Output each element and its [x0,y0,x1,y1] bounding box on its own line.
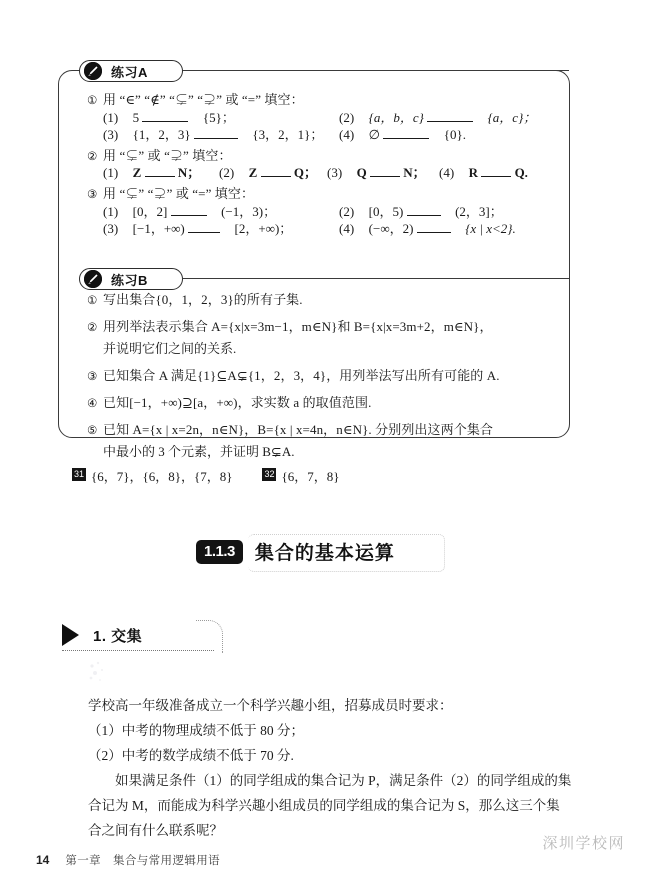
answer-number-badge: 32 [264,469,275,479]
sub-left: {1，2，3} [132,126,191,142]
sub-label: (3) [103,126,119,142]
sub-right: {5}； [202,109,235,125]
sub-left: [0，2] [132,203,168,219]
sub-left: [−1，+∞) [132,220,185,236]
exercise-b-header [79,268,183,290]
triangle-bullet-icon [62,624,79,646]
item-line: 已知[−1，+∞)⊇[a，+∞)，求实数 a 的取值范围. [103,395,372,410]
pencil-circle-icon [84,62,102,80]
fill-blank[interactable] [188,221,220,233]
item-marker: ③ [87,369,98,383]
sub-label: (4) [339,126,355,142]
sub-label: (2) [219,165,235,180]
exercise-b-label: 练习B [111,272,148,288]
sub-left: {a，b，c} [368,109,424,125]
item-line-cont: 中最小的 3 个元素，并证明 B⊊A. [103,444,295,459]
item-line: 已知 A={x | x=2n，n∈N}，B={x | x=4n，n∈N}. 分别列出这两个集合 [103,422,494,437]
sub-right: N； [177,165,201,180]
sub-item-row [87,110,555,124]
exercise-item [87,392,555,411]
body-condition: （2）中考的数学成绩不低于 70 分. [88,748,294,763]
exercise-b-rule [183,278,569,279]
exercise-box [58,64,570,459]
sub-right: N； [403,165,426,180]
subsection-underline [62,650,214,651]
fill-blank[interactable] [407,204,441,216]
item-marker: ② [87,148,98,163]
item-line: 用列举法表示集合 A={x|x=3m−1，m∈N}和 B={x|x=3m+2，m∈N}， [103,319,493,334]
item-line-cont: 并说明它们之间的关系. [103,341,237,356]
sub-label: (3) [103,220,119,236]
exercise-item [87,316,555,335]
sub-label: (1) [103,109,119,125]
exercise-item [87,149,555,163]
sub-right: {x | x<2}. [465,220,516,236]
item-stem: 用 “⊊” 或 “⊋” 填空： [103,147,232,163]
sub-label: (4) [439,165,455,180]
item-stem: 用 “∈” “∉” “⊊” “⊋” 或 “=” 填空： [103,92,304,107]
exercise-item [87,289,555,308]
item-marker: ② [87,320,98,334]
sub-right: {3，2，1}； [252,126,324,142]
sub-item-row [87,165,555,179]
sub-item-row [87,127,555,141]
fill-blank[interactable] [481,165,511,177]
item-marker: ③ [87,187,98,201]
fill-blank[interactable] [194,127,238,139]
page-number: 14 [36,853,50,867]
sub-left: ∅ [368,126,380,142]
exercise-item [87,187,555,201]
fill-blank[interactable] [370,165,400,177]
sub-left: R [468,165,479,180]
decorative-speckle [88,660,116,686]
sub-right: {a，c}； [487,109,537,125]
fill-blank[interactable] [383,127,429,139]
sub-right: (−1，3)； [221,203,277,219]
answer-number-badge: 31 [73,469,84,479]
item-marker: ⑤ [87,423,98,437]
sub-item-row [87,221,555,235]
body-closing: 如果满足条件（1）的同学组成的集合记为 P，满足条件（2）的同学组成的集合记为 M，而能成为科学兴趣小组成员的同学组成的集合记为 S，那么这三个集合之间有什么联系呢？ [88,773,572,838]
exercise-b-content [87,289,555,463]
sub-right: {0}. [443,126,466,142]
exercise-item [87,365,555,384]
exercise-a-content [87,93,555,238]
exercise-item [87,93,555,107]
subsection-title: 1. 交集 [93,627,143,645]
sub-item-row [87,204,555,218]
item-marker: ① [87,293,98,307]
sub-left: Z [132,165,142,180]
section-heading [196,538,395,565]
sub-label: (1) [103,165,119,180]
pencil-circle-icon [84,270,102,288]
exercise-a-label: 练习A [111,64,148,80]
fill-blank[interactable] [261,165,291,177]
answer-text: {6，7，8} [281,469,340,484]
exercise-a-header [79,60,183,82]
sub-right: Q； [293,165,317,180]
sub-right: (2，3]； [455,203,503,219]
item-marker: ① [87,93,98,107]
item-stem: 用 “⊊” “⊋” 或 “=” 填空： [103,186,255,201]
section-number-badge: 1.1.3 [196,540,243,564]
sub-label: (3) [327,165,343,180]
exercise-item [87,419,555,438]
sub-right: [2，+∞)； [234,220,293,236]
sub-left: (−∞，2) [368,220,414,236]
fill-blank[interactable] [427,110,473,122]
body-condition: （1）中考的物理成绩不低于 80 分； [88,723,304,738]
body-intro: 学校高一年级准备成立一个科学兴趣小组，招募成员时要求： [88,698,453,713]
fill-blank[interactable] [417,221,451,233]
subsection-curve-decoration [196,620,223,653]
fill-blank[interactable] [145,165,175,177]
fill-blank[interactable] [171,204,207,216]
page-footer [36,852,220,868]
sub-left: Q [356,165,367,180]
sub-left: [0，5) [368,203,404,219]
sub-label: (1) [103,203,119,219]
section-title: 集合的基本运算 [254,543,395,564]
fill-blank[interactable] [142,110,188,122]
sub-label: (4) [339,220,355,236]
sub-right: Q. [514,165,528,180]
watermark: 深圳学校网 [542,835,625,852]
sub-left: Z [248,165,258,180]
answer-row [72,466,369,485]
chapter-title: 第一章 集合与常用逻辑用语 [65,855,221,867]
item-line: 写出集合{0，1，2，3}的所有子集. [103,292,303,307]
sub-label: (2) [339,109,355,125]
answer-text: {6，7}，{6，8}，{7，8} [91,469,233,484]
exercise-a-rule [183,70,569,71]
item-line: 已知集合 A 满足{1}⊆A⊊{1，2，3，4}，用列举法写出所有可能的 A. [103,368,500,383]
item-marker: ④ [87,396,98,410]
body-text [88,693,572,843]
sub-label: (2) [339,203,355,219]
sub-left: 5 [132,109,140,125]
subsection-heading [62,624,142,646]
